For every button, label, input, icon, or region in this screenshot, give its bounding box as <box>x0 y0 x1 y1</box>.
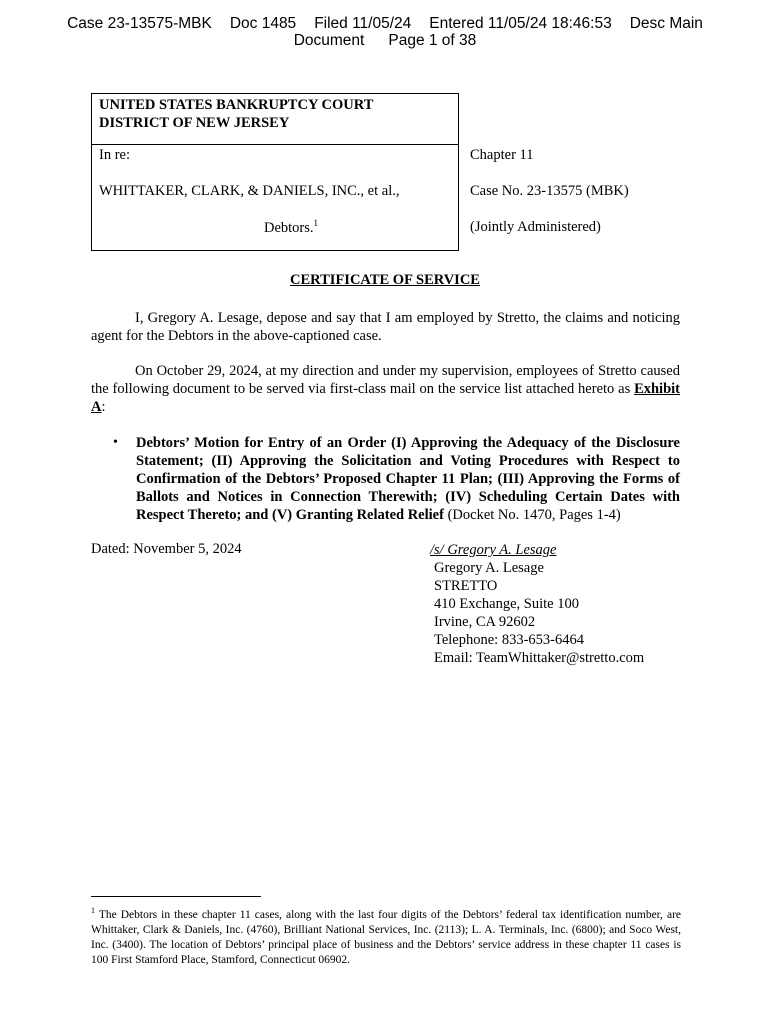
footnote-text: The Debtors in these chapter 11 cases, along with the last four digits of the Debtors’ federal tax identification number, are Whittaker, Clark & Daniels, Inc. (4760), Brilliant National Services, Inc. (2113); L. A. Terminals, Inc. (6800); and Soco West, Inc. (3400). The location of Debtors’ principal place of business and the Debtors’ service address in these chapter 11 cases is 100 First Stamford Place, Stamford, Connecticut 06902. <box>91 908 681 966</box>
signer-address2: Irvine, CA 92602 <box>434 614 536 630</box>
court-name <box>99 96 373 132</box>
court-line2: DISTRICT OF NEW JERSEY <box>99 115 290 131</box>
debtors-text: Debtors. <box>264 219 314 236</box>
docket-header-line1 <box>0 15 770 32</box>
doc-number-header: Doc 1485 <box>229 15 297 32</box>
page-count: Page 1 of 38 <box>388 32 477 49</box>
signer-email: Email: TeamWhittaker@stretto.com <box>434 650 645 666</box>
filed-date-header: Filed 11/05/24 <box>314 15 412 32</box>
dated-line: Dated: November 5, 2024 <box>91 541 242 557</box>
served-document-item <box>136 434 680 524</box>
served-document-title: Debtors’ Motion for Entry of an Order (I) Approving the Adequacy of the Disclosure Statement; (II) Approving the Solicitation and Voting Procedures with Respect to Confirmation of the Debtors’ Proposed Chapter 11 Plan; (III) Approving the Forms of Ballots and Notices in Connection Therewith; (IV) Scheduling Certain Dates with Respect Thereto; and (V) Granting Related Relief <box>136 435 680 523</box>
document-title: CERTIFICATE OF SERVICE <box>290 272 480 288</box>
declaration-paragraph: I, Gregory A. Lesage, depose and say that I am employed by Stretto, the claims and noticing agent for the Debtors in the above-captioned case. <box>91 310 680 344</box>
desc-header: Desc Main <box>629 15 703 32</box>
footnote-mark: 1 <box>91 906 95 915</box>
case-number: Case No. 23-13575 (MBK) <box>470 183 629 199</box>
signer-name: Gregory A. Lesage <box>434 560 544 576</box>
service-text: On October 29, 2024, at my direction and under my supervision, employees of Stretto caused the following document to be served via first-class mail on the service list attached hereto as <box>91 363 680 397</box>
chapter-label: Chapter 11 <box>470 147 534 163</box>
debtors-label <box>264 218 318 237</box>
signer-company: STRETTO <box>434 578 498 594</box>
footnote-rule <box>91 896 261 897</box>
footnote <box>91 903 681 968</box>
service-paragraph <box>91 362 680 416</box>
document-label: Document <box>293 32 365 49</box>
footnote-ref: 1 <box>313 218 319 228</box>
entered-date-header: Entered 11/05/24 18:46:53 <box>429 15 612 32</box>
docket-header-line2 <box>0 32 770 49</box>
caption-divider <box>92 144 458 145</box>
court-line1: UNITED STATES BANKRUPTCY COURT <box>99 97 374 113</box>
signature-block <box>430 541 644 667</box>
served-document-docket: (Docket No. 1470, Pages 1-4) <box>443 507 621 523</box>
service-colon: : <box>101 399 106 415</box>
caption-box <box>91 93 459 251</box>
administration-note: (Jointly Administered) <box>470 219 601 235</box>
case-number-header: Case 23-13575-MBK <box>67 15 212 32</box>
debtor-name: WHITTAKER, CLARK, & DANIELS, INC., et al., <box>99 183 400 199</box>
signer-phone: Telephone: 833-653-6464 <box>434 632 584 648</box>
signer-address1: 410 Exchange, Suite 100 <box>434 596 579 612</box>
bullet-marker: • <box>113 435 118 450</box>
signature: /s/ Gregory A. Lesage <box>430 542 557 558</box>
exhibit-reference: Exhibit A <box>91 381 680 415</box>
in-re-label: In re: <box>99 147 130 163</box>
